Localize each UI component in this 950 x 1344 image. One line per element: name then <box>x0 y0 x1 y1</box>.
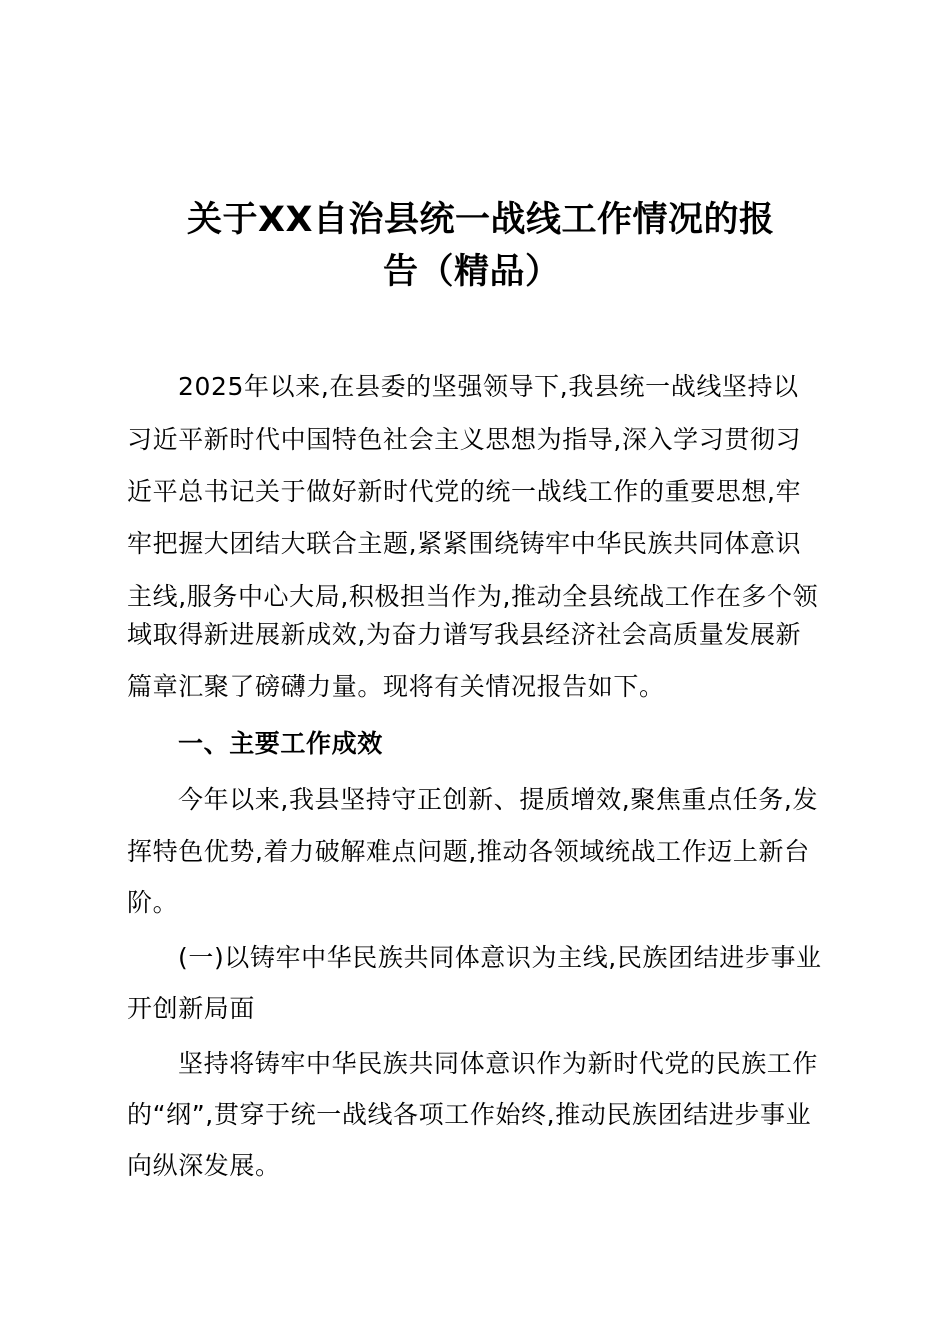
text-line: 开创新局面 <box>127 994 256 1023</box>
text-line: 阶。 <box>127 888 179 917</box>
text-line: 近平总书记关于做好新时代党的统一战线工作的重要思想,牢 <box>127 477 802 506</box>
text-line: 今年以来,我县坚持守正创新、提质增效,聚焦重点任务,发 <box>178 785 819 814</box>
text-line: 坚持将铸牢中华民族共同体意识作为新时代党的民族工作 <box>178 1049 819 1078</box>
text-line: 主线,服务中心大局,积极担当作为,推动全县统战工作在多个领 <box>127 582 819 611</box>
text-line: (一)以铸牢中华民族共同体意识为主线,民族团结进步事业 <box>178 943 822 972</box>
text-line: 挥特色优势,着力破解难点问题,推动各领域统战工作迈上新台 <box>127 837 810 866</box>
document-title-line-1: 关于XX自治县统一战线工作情况的报 <box>187 200 775 240</box>
section-heading: 一、主要工作成效 <box>178 729 383 758</box>
text-line: 向纵深发展。 <box>127 1151 281 1180</box>
text-line: 牢把握大团结大联合主题,紧紧围绕铸牢中华民族共同体意识 <box>127 529 802 558</box>
text-line: 的“纲”,贯穿于统一战线各项工作始终,推动民族团结进步事业 <box>127 1100 812 1129</box>
text-line: 习近平新时代中国特色社会主义思想为指导,深入学习贯彻习 <box>127 425 802 454</box>
text-line: 篇章汇聚了磅礴力量。现将有关情况报告如下。 <box>127 672 665 701</box>
text-line: 域取得新进展新成效,为奋力谱写我县经济社会高质量发展新 <box>127 620 802 649</box>
document-title-line-2: 告（精品） <box>383 252 561 292</box>
text-line: 2025年以来,在县委的坚强领导下,我县统一战线坚持以 <box>178 372 799 401</box>
